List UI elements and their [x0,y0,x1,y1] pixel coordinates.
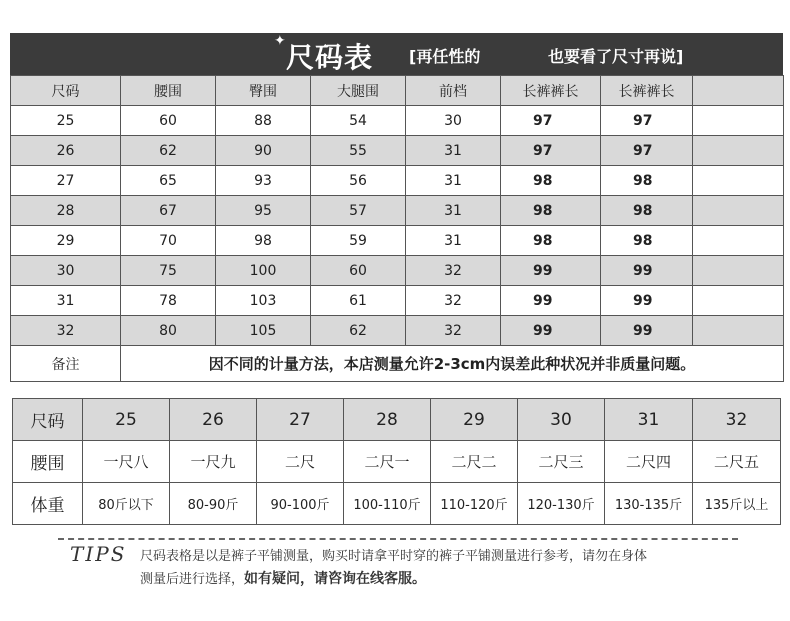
weight-cell: 110-120斤 [431,483,518,525]
table-cell: 30 [11,256,121,286]
table-cell [693,196,784,226]
header-cell [693,76,784,106]
table-cell: 61 [311,286,406,316]
table-cell: 57 [311,196,406,226]
table-cell: 97 [601,106,693,136]
weight-cell: 80-90斤 [170,483,257,525]
table-cell: 99 [501,316,601,346]
table-row [11,316,784,346]
waist-cell: 二尺五 [693,441,781,483]
table-cell [693,106,784,136]
header-cell: 腰围 [121,76,216,106]
table-cell: 59 [311,226,406,256]
waist-cell: 二尺 [257,441,344,483]
table-cell: 31 [406,226,501,256]
weight-row [13,483,781,525]
table-cell: 30 [406,106,501,136]
size-measurement-table [10,75,784,382]
table-cell: 98 [501,226,601,256]
weight-cell: 130-135斤 [605,483,693,525]
table-cell: 70 [121,226,216,256]
table-cell: 27 [11,166,121,196]
table-cell: 56 [311,166,406,196]
table-cell: 31 [406,196,501,226]
waist-cell: 二尺一 [344,441,431,483]
table-cell: 99 [601,286,693,316]
row-label: 尺码 [13,399,83,441]
note-text: 因不同的计量方法，本店测量允许2-3cm内误差此种状况并非质量问题。 [121,346,784,382]
table-cell: 93 [216,166,311,196]
table-cell: 88 [216,106,311,136]
header-cell: 前档 [406,76,501,106]
size-cell: 28 [344,399,431,441]
table-header-row [11,76,784,106]
table-cell: 97 [501,106,601,136]
header-cell: 长裤裤长 [601,76,693,106]
table-row [11,256,784,286]
table-cell: 98 [601,226,693,256]
table-row [11,196,784,226]
table-row [11,226,784,256]
table-cell: 78 [121,286,216,316]
table-cell: 25 [11,106,121,136]
table-cell: 95 [216,196,311,226]
table-cell: 98 [501,166,601,196]
weight-cell: 120-130斤 [518,483,605,525]
table-cell: 62 [311,316,406,346]
table-cell: 80 [121,316,216,346]
waist-cell: 二尺三 [518,441,605,483]
title-subtitle-1: [再任性的 [409,47,481,66]
size-cell: 31 [605,399,693,441]
table-cell: 99 [501,286,601,316]
table-cell: 62 [121,136,216,166]
table-cell: 31 [11,286,121,316]
table-cell: 65 [121,166,216,196]
header-cell: 长裤裤长 [501,76,601,106]
waist-cell: 一尺九 [170,441,257,483]
tips-text-line-1: 尺码表格是以是裤子平铺测量，购买时请拿平时穿的裤子平铺测量进行参考，请勿在身体 [140,549,648,564]
waist-cell: 二尺四 [605,441,693,483]
note-label: 备注 [11,346,121,382]
table-cell [693,316,784,346]
table-cell: 98 [601,196,693,226]
table-cell: 99 [601,256,693,286]
tips-divider [58,538,738,540]
table-row [11,136,784,166]
row-label: 体重 [13,483,83,525]
table-cell: 98 [501,196,601,226]
weight-cell: 135斤以上 [693,483,781,525]
table-cell: 32 [11,316,121,346]
waist-cell: 二尺二 [431,441,518,483]
row-label: 腰围 [13,441,83,483]
table-row [11,166,784,196]
table-row [11,286,784,316]
table-cell: 97 [601,136,693,166]
size-cell: 29 [431,399,518,441]
table-cell: 54 [311,106,406,136]
table-cell: 26 [11,136,121,166]
table-cell [693,136,784,166]
weight-reference-table [12,398,781,525]
table-cell: 98 [601,166,693,196]
table-cell: 97 [501,136,601,166]
note-row [11,346,784,382]
table-cell [693,256,784,286]
table-cell: 31 [406,166,501,196]
table-cell: 55 [311,136,406,166]
table-cell: 99 [601,316,693,346]
tips-text-plain: 测量后进行选择， [140,572,245,587]
tips-text-line-2 [140,568,426,588]
table-row [11,106,784,136]
table-cell: 28 [11,196,121,226]
header-cell: 尺码 [11,76,121,106]
weight-cell: 90-100斤 [257,483,344,525]
size-row [13,399,781,441]
table-cell: 60 [311,256,406,286]
tips-heading: TIPS [70,542,127,566]
tips-text-bold: 如有疑问，请咨询在线客服。 [244,571,427,587]
table-cell [693,166,784,196]
table-cell: 32 [406,316,501,346]
table-cell: 100 [216,256,311,286]
weight-cell: 80斤以下 [83,483,170,525]
table-cell: 60 [121,106,216,136]
table-cell: 67 [121,196,216,226]
header-cell: 大腿围 [311,76,406,106]
size-cell: 27 [257,399,344,441]
size-cell: 32 [693,399,781,441]
size-cell: 25 [83,399,170,441]
page-title: 尺码表 [286,41,374,74]
table-cell [693,226,784,256]
waist-cell: 一尺八 [83,441,170,483]
weight-cell: 100-110斤 [344,483,431,525]
table-cell: 103 [216,286,311,316]
header-cell: 臀围 [216,76,311,106]
sparkle-icon: ✦ [274,33,286,49]
table-cell: 32 [406,286,501,316]
title-bar [10,33,783,75]
title-subtitle-2: 也要看了尺寸再说] [548,47,684,66]
table-cell [693,286,784,316]
size-cell: 30 [518,399,605,441]
table-cell: 32 [406,256,501,286]
size-cell: 26 [170,399,257,441]
table-cell: 105 [216,316,311,346]
table-cell: 29 [11,226,121,256]
table-cell: 31 [406,136,501,166]
table-cell: 75 [121,256,216,286]
table-cell: 98 [216,226,311,256]
table-cell: 90 [216,136,311,166]
table-cell: 99 [501,256,601,286]
waist-row [13,441,781,483]
